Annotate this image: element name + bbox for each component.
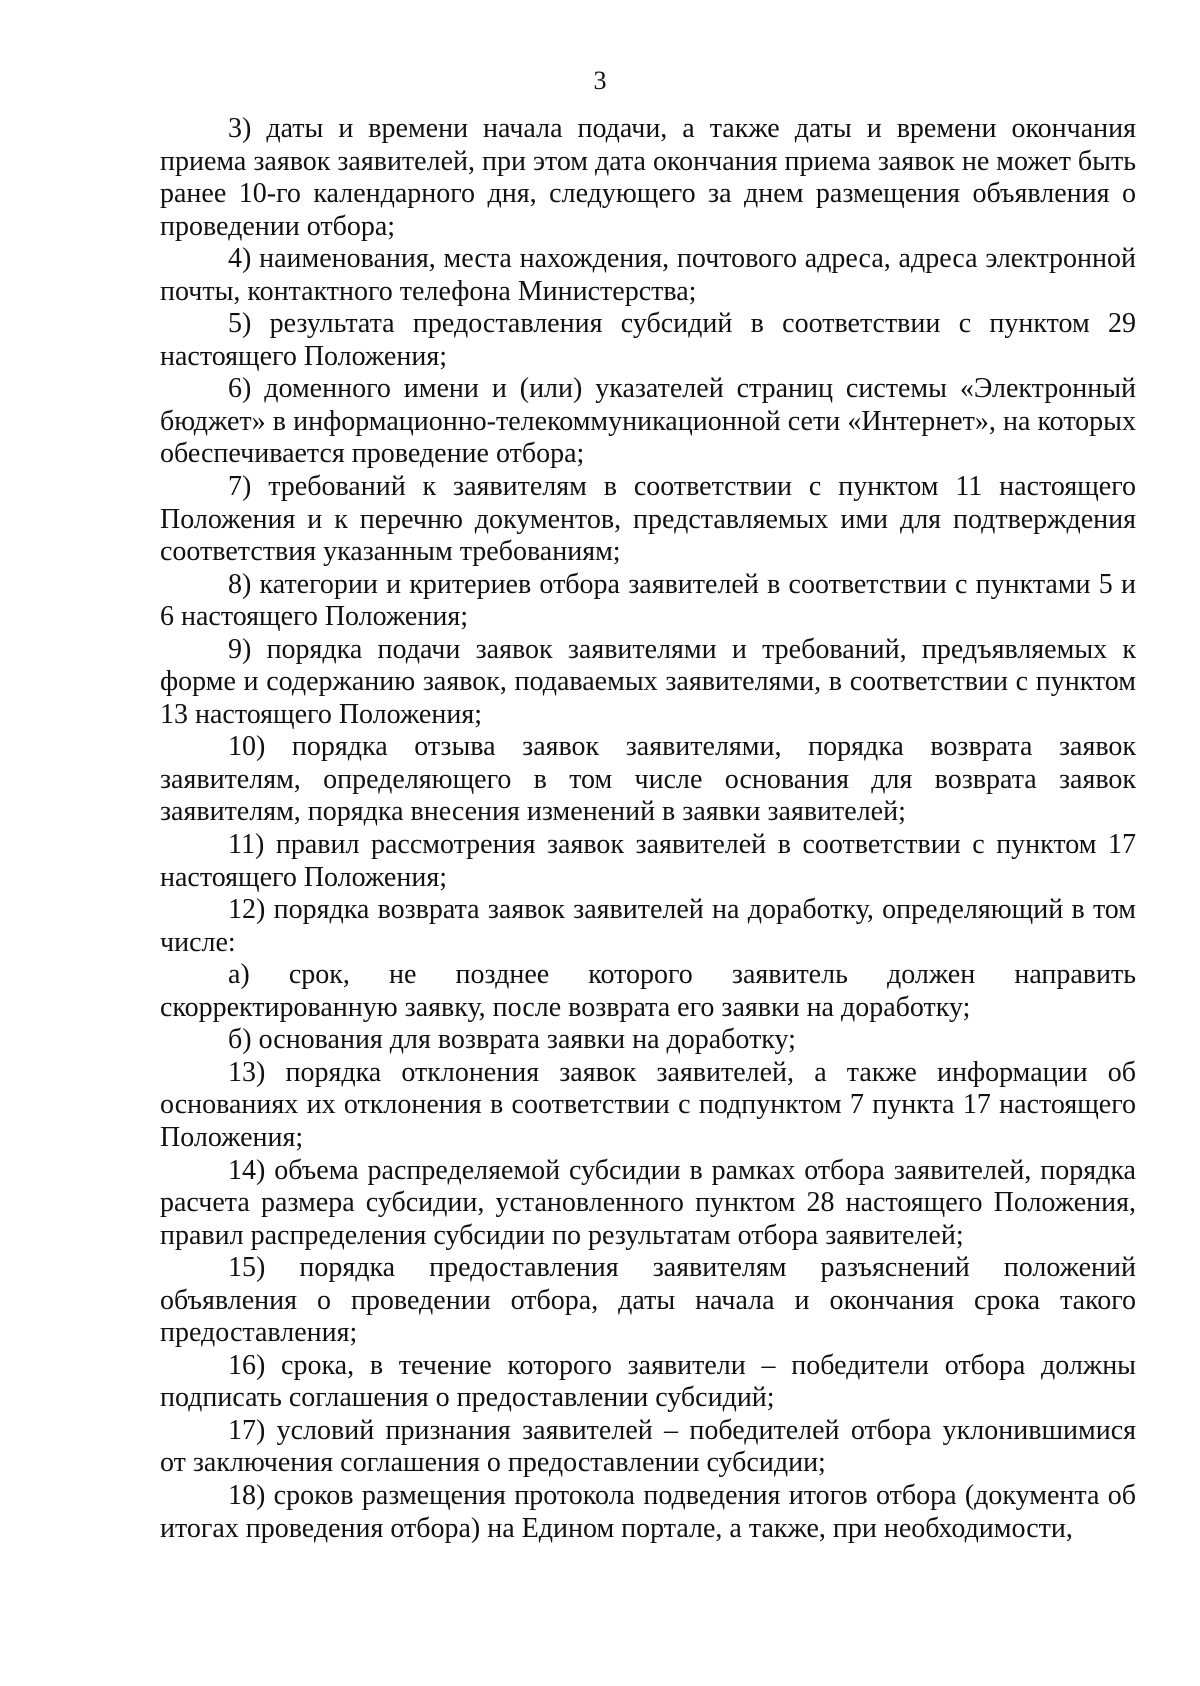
paragraph-item-18: 18) сроков размещения протокола подведения итогов отбора (документа об итогах проведения отбора) на Едином портале, а также, при необходимости, [160, 1479, 1136, 1544]
paragraph-item-16: 16) срока, в течение которого заявители – победители отбора должны подписать соглашения о предоставлении субсидий; [160, 1349, 1136, 1414]
paragraph-item-4: 4) наименования, места нахождения, почтового адреса, адреса электронной почты, контактного телефона Министерства; [160, 243, 1136, 307]
paragraph-item-11: 11) правил рассмотрения заявок заявителей в соответствии с пунктом 17 настоящего Положения; [160, 829, 1136, 893]
paragraph-item-7: 7) требований к заявителям в соответствии с пунктом 11 настоящего Положения и к перечню документов, представляемых ими для подтверждения соответствия указанным требованиям; [160, 471, 1136, 568]
paragraph-item-14: 14) объема распределяемой субсидии в рамках отбора заявителей, порядка расчета размера субсидии, установленного пунктом 28 настоящего Положения, правил распределения субсидии по результатам отбора заявителей; [160, 1154, 1136, 1251]
paragraph-item-3: 3) даты и времени начала подачи, а также даты и времени окончания приема заявок заявителей, при этом дата окончания приема заявок не может быть ранее 10-го календарного дня, следующего за днем размещения объявления о проведении отбора; [160, 113, 1136, 242]
paragraph-item-15: 15) порядка предоставления заявителям разъяснений положений объявления о проведении отбора, даты начала и окончания срока такого предоставления; [160, 1252, 1136, 1349]
paragraph-item-10: 10) порядка отзыва заявок заявителями, порядка возврата заявок заявителям, определяющего в том числе основания для возврата заявок заявителям, порядка внесения изменений в заявки заявителей; [160, 731, 1136, 828]
paragraph-item-12: 12) порядка возврата заявок заявителей на доработку, определяющий в том числе: [160, 894, 1136, 958]
paragraph-item-5: 5) результата предоставления субсидий в соответствии с пунктом 29 настоящего Положения; [160, 308, 1136, 372]
paragraph-subitem-a: а) срок, не позднее которого заявитель должен направить скорректированную заявку, после возврата его заявки на доработку; [160, 959, 1136, 1023]
paragraph-item-6: 6) доменного имени и (или) указателей страниц системы «Электронный бюджет» в информационно-телекоммуникационной сети «Интернет», на которых обеспечивается проведение отбора; [160, 373, 1136, 470]
paragraph-item-13: 13) порядка отклонения заявок заявителей, а также информации об основаниях их отклонения в соответствии с подпунктом 7 пункта 17 настоящего Положения; [160, 1056, 1136, 1153]
paragraph-item-17: 17) условий признания заявителей – победителей отбора уклонившимися от заключения соглашения о предоставлении субсидии; [160, 1414, 1136, 1479]
document-body [160, 113, 1136, 1545]
paragraph-subitem-b: б) основания для возврата заявки на доработку; [228, 1024, 796, 1056]
page-number: 3 [593, 66, 607, 95]
paragraph-item-8: 8) категории и критериев отбора заявителей в соответствии с пунктами 5 и 6 настоящего Положения; [160, 568, 1136, 633]
paragraph-item-9: 9) порядка подачи заявок заявителями и требований, предъявляемых к форме и содержанию заявок, подаваемых заявителями, в соответствии с пунктом 13 настоящего Положения; [160, 633, 1136, 730]
